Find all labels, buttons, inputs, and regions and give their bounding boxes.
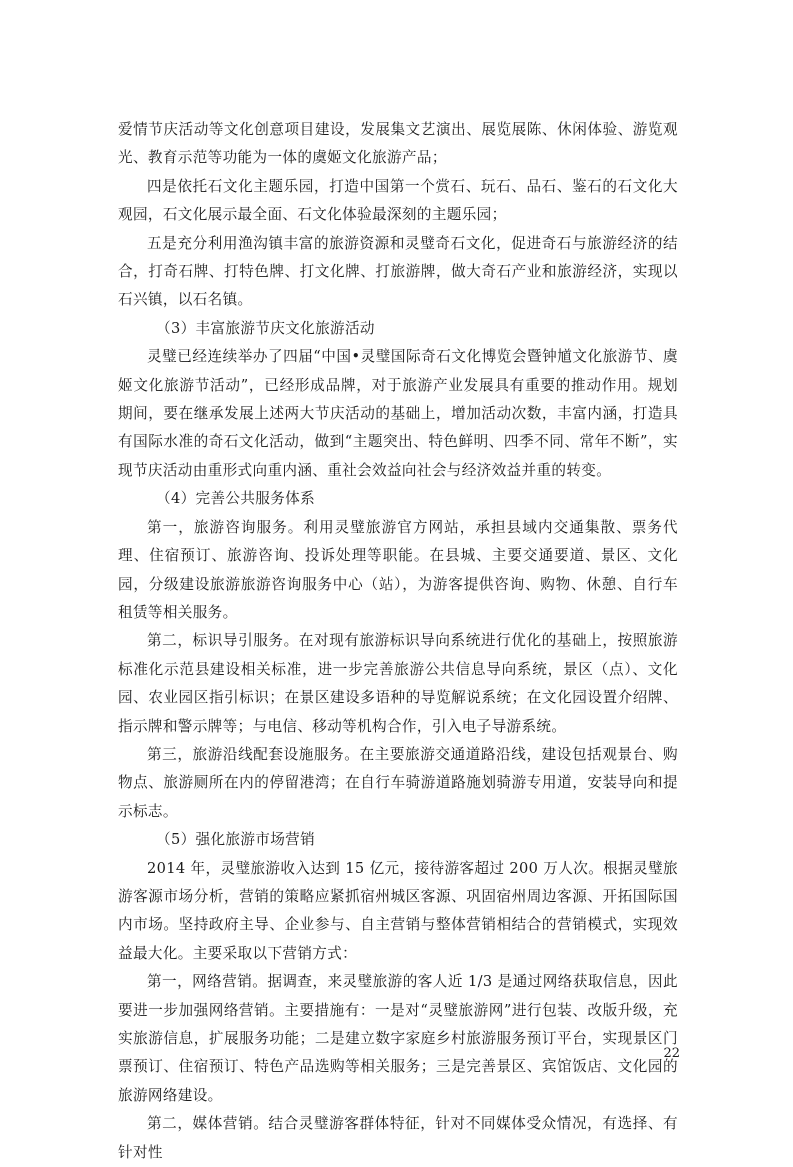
paragraph-9: 第一，网络营销。据调查，来灵璧旅游的客人近 1/3 是通过网络获取信息，因此要进一步加强网络营销。主要措施有：一是对“灵璧旅游网”进行包装、改版升级，充实旅游信息，扩展服务功能；二是建立数字家庭乡村旅游服务预订平台，实现景区门票预订、住宿预订、特色产品选购等相关服务；三是完善景区、宾馆饭店、文化园的旅游网络建设。	[118, 973, 678, 1104]
paragraph-5: 第一，旅游咨询服务。利用灵璧旅游官方网站，承担县域内交通集散、票务代理、住宿预订、旅游咨询、投诉处理等职能。在县城、主要交通要道、景区、文化园，分级建设旅游旅游咨询服务中心（站），为游客提供咨询、购物、休憩、自行车租赁等相关服务。	[118, 518, 678, 621]
paragraph-2: 四是依托石文化主题乐园，打造中国第一个赏石、玩石、品石、鉴石的石文化大观园，石文化展示最全面、石文化体验最深刻的主题乐园；	[118, 177, 678, 224]
paragraph-8: 2014 年，灵璧旅游收入达到 15 亿元，接待游客超过 200 万人次。根据灵璧旅游客源市场分析，营销的策略应紧抓宿州城区客源、巩固宿州周边客源、开拓国际国内市场。坚持政府主导、企业参与、自主营销与整体营销相结合的营销模式，实现效益最大化。主要采取以下营销方式：	[118, 859, 678, 962]
section-heading-5: （5）强化旅游市场营销	[156, 831, 316, 849]
paragraph-1: 爱情节庆活动等文化创意项目建设，发展集文艺演出、展览展陈、休闲体验、游览观光、教育示范等功能为一体的虞姬文化旅游产品；	[118, 121, 678, 167]
paragraph-6: 第二，标识导引服务。在对现有旅游标识导向系统进行优化的基础上，按照旅游标准化示范县建设相关标准，进一步完善旅游公共信息导向系统，景区（点）、文化园、农业园区指引标识；在景区建设多语种的导览解说系统；在文化园设置介绍牌、指示牌和警示牌等；与电信、移动等机构合作，引入电子导游系统。	[118, 632, 678, 735]
paragraph-7: 第三，旅游沿线配套设施服务。在主要旅游交通道路沿线，建设包括观景台、购物点、旅游厕所在内的停留港湾；在自行车骑游道路施划骑游专用道，安装导向和提示标志。	[118, 745, 678, 820]
page-number: 22	[663, 1046, 680, 1061]
paragraph-4: 灵璧已经连续举办了四届“中国•灵璧国际奇石文化博览会暨钟馗文化旅游节、虞姬文化旅游节活动”，已经形成品牌，对于旅游产业发展具有重要的推动作用。规划期间，要在继承发展上述两大节庆活动的基础上，增加活动次数，丰富内涵，打造具有国际水准的奇石文化活动，做到“主题突出、特色鲜明、四季不同、常年不断”，实现节庆活动由重形式向重内涵、重社会效益向社会与经济效益并重的转变。	[118, 348, 678, 479]
paragraph-10: 第二，媒体营销。结合灵璧游客群体特征，针对不同媒体受众情况，有选择、有针对性	[118, 1115, 678, 1161]
paragraph-3: 五是充分利用渔沟镇丰富的旅游资源和灵璧奇石文化，促进奇石与旅游经济的结合，打奇石牌、打特色牌、打文化牌、打旅游牌，做大奇石产业和旅游经济，实现以石兴镇，以石名镇。	[118, 234, 678, 309]
section-heading-4: （4）完善公共服务体系	[156, 490, 316, 508]
section-heading-3: （3）丰富旅游节庆文化旅游活动	[156, 319, 375, 337]
body-text	[118, 116, 678, 1167]
